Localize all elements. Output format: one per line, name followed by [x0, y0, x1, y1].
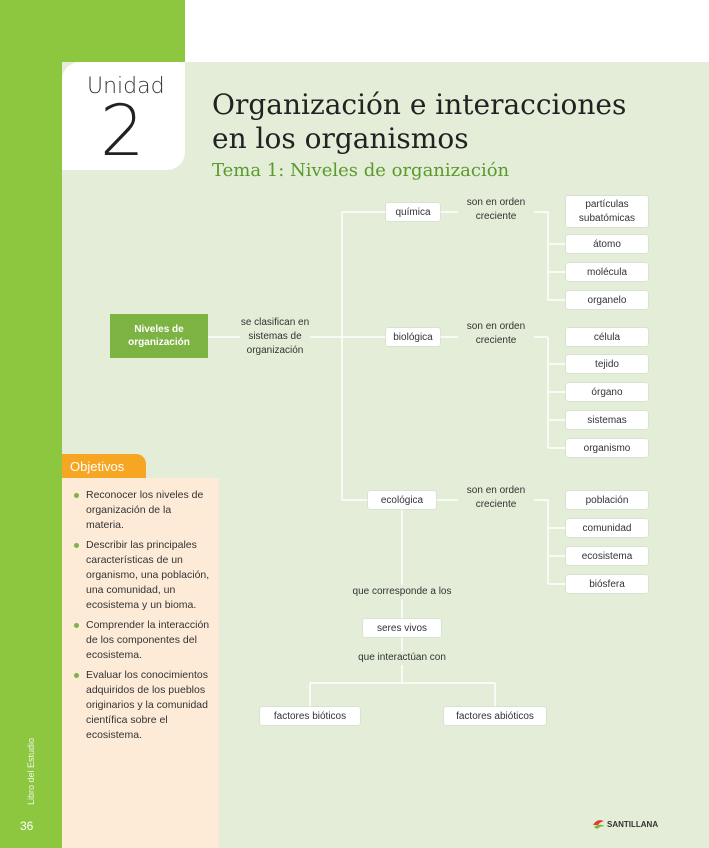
item-comunidad: comunidad — [566, 519, 648, 537]
root-node-niveles: Niveles de organización — [110, 314, 208, 358]
biologica-connector-label: son en orden creciente — [458, 320, 534, 348]
side-book-label: Libro del Estudio — [26, 737, 36, 805]
objectives-list — [70, 488, 210, 748]
item-tejido: tejido — [566, 355, 648, 373]
page-number: 36 — [20, 819, 34, 833]
topic-subtitle: Tema 1: Niveles de organización — [212, 160, 510, 181]
item-organo: órgano — [566, 383, 648, 401]
item-particulas: partículas subatómicas — [566, 196, 648, 227]
unit-number: 2 — [100, 90, 145, 172]
objective-item: Reconocer los niveles de organización de la materia. — [70, 488, 210, 533]
item-poblacion: población — [566, 491, 648, 509]
publisher-name: SANTILLANA — [607, 820, 659, 829]
unit-label: Unidad — [87, 74, 165, 99]
branch-quimica: química — [386, 203, 440, 221]
item-ecosistema: ecosistema — [566, 547, 648, 565]
branch-biologica: biológica — [386, 328, 440, 346]
title-line-1: Organización e interacciones — [212, 88, 627, 121]
item-atomo: átomo — [566, 235, 648, 253]
seres-vivos-node: seres vivos — [363, 619, 441, 637]
corresponds-label: que corresponde a los — [340, 585, 464, 599]
objective-item: Comprender la interacción de los componentes del ecosistema. — [70, 618, 210, 663]
item-celula: célula — [566, 328, 648, 346]
root-connector-label: se clasifican en sistemas de organización — [240, 317, 310, 356]
factores-abioticos-node: factores abióticos — [444, 707, 546, 725]
item-biosfera: biósfera — [566, 575, 648, 593]
quimica-connector-label: son en orden creciente — [458, 196, 534, 224]
branch-ecologica: ecológica — [368, 491, 436, 509]
factores-bioticos-node: factores bióticos — [260, 707, 360, 725]
item-molecula: molécula — [566, 263, 648, 281]
ecologica-connector-label: son en orden creciente — [458, 484, 534, 512]
item-organismo: organismo — [566, 439, 648, 457]
interact-label: que interactúan con — [342, 651, 462, 665]
objectives-tab: Objetivos — [62, 454, 146, 478]
objective-item: Describir las principales características de un organismo, una población, una comunidad, un ecosistema y un bioma. — [70, 538, 210, 613]
santillana-logo-icon — [592, 818, 606, 830]
item-sistemas: sistemas — [566, 411, 648, 429]
item-organelo: organelo — [566, 291, 648, 309]
objective-item: Evaluar los conocimientos adquiridos de los pueblos originarios y la comunidad científica sobre el ecosistema. — [70, 668, 210, 743]
title-line-2: en los organismos — [212, 122, 469, 155]
